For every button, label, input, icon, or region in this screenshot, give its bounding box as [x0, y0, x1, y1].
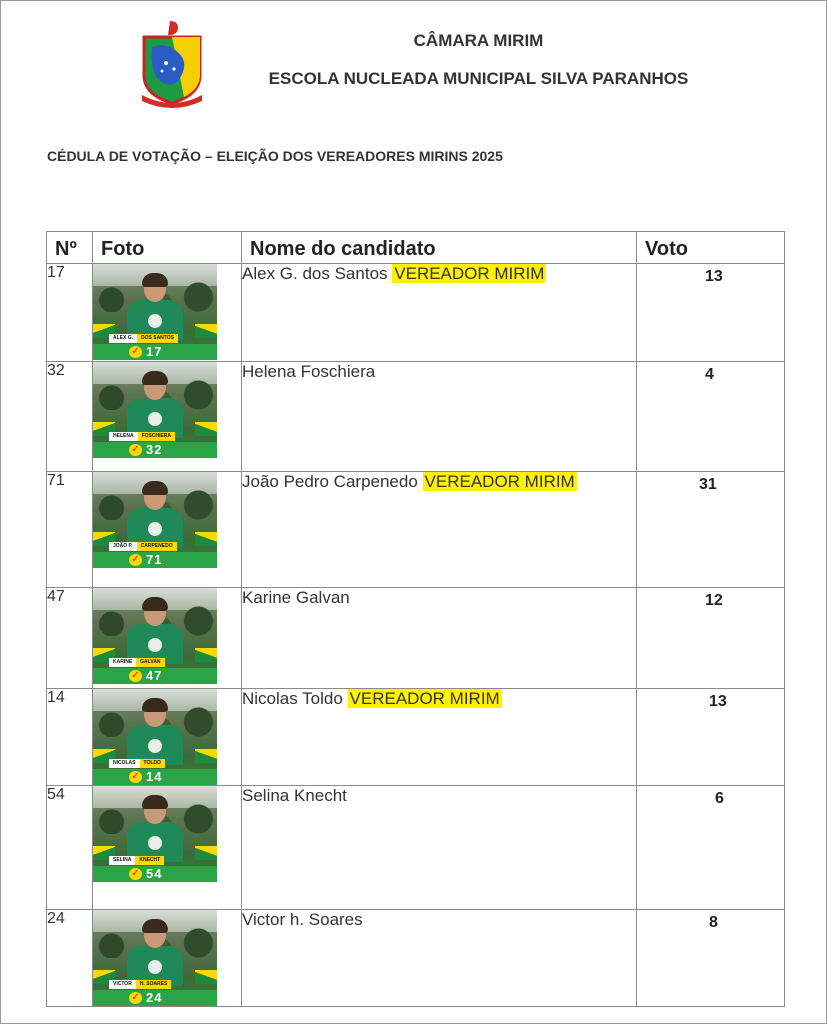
candidate-photo-cell: [93, 472, 242, 588]
candidate-photo-cell: [93, 689, 242, 786]
vote-count: 13: [709, 693, 727, 710]
candidate-name: Victor h. Soares: [242, 910, 363, 929]
candidate-name-cell: [242, 264, 637, 362]
vote-count: 31: [699, 476, 717, 493]
candidate-name: Helena Foschiera: [242, 362, 376, 381]
candidate-photo: [93, 264, 217, 360]
candidate-name-cell: [242, 786, 637, 910]
candidate-photo: [93, 362, 217, 458]
vote-count: 6: [715, 790, 724, 807]
check-icon: ✓: [129, 346, 142, 358]
card-first-name: ALEX G.: [109, 334, 137, 343]
table-row: [47, 910, 785, 1007]
card-last-name: DOS SANTOS: [137, 334, 178, 343]
candidate-vote-cell: [637, 588, 785, 689]
header-line-2: ESCOLA NUCLEADA MUNICIPAL SILVA PARANHOS: [268, 69, 689, 88]
candidate-photo: [93, 472, 217, 568]
table-row: [47, 362, 785, 472]
card-first-name: NICOLAS: [109, 759, 140, 768]
candidate-number: 71: [47, 472, 93, 588]
candidate-name: Selina Knecht: [242, 786, 347, 805]
check-icon: ✓: [129, 771, 142, 783]
candidate-photo: [93, 689, 217, 785]
vote-count: 4: [705, 366, 714, 383]
check-icon: ✓: [129, 670, 142, 682]
card-number: 54: [146, 866, 163, 881]
table-row: [47, 786, 785, 910]
check-icon: ✓: [129, 444, 142, 456]
candidate-number: 32: [47, 362, 93, 472]
card-number: 14: [146, 769, 163, 784]
school-crest-logo: [136, 19, 208, 109]
candidate-photo-cell: [93, 588, 242, 689]
column-header-name: Nome do candidato: [242, 232, 637, 264]
candidate-number: 54: [47, 786, 93, 910]
card-number: 17: [146, 344, 163, 359]
card-first-name: SELINA: [109, 856, 135, 865]
candidate-photo-cell: [93, 362, 242, 472]
card-first-name: HELENA: [109, 432, 138, 441]
table-row: [47, 264, 785, 362]
card-first-name: KARINE: [109, 658, 136, 667]
card-last-name: H. SOARES: [136, 980, 172, 989]
candidate-vote-cell: [637, 689, 785, 786]
header-line-1: CÂMARA MIRIM: [413, 31, 544, 50]
elected-badge: VEREADOR MIRIM: [349, 689, 500, 708]
candidate-vote-cell: [637, 910, 785, 1007]
candidate-photo: [93, 588, 217, 684]
candidate-photo: [93, 786, 217, 882]
candidate-name-cell: [242, 910, 637, 1007]
card-last-name: TOLDO: [140, 759, 165, 768]
elected-badge: VEREADOR MIRIM: [424, 472, 575, 491]
card-first-name: JOÃO P.: [109, 542, 137, 551]
check-icon: ✓: [129, 868, 142, 880]
candidate-vote-cell: [637, 786, 785, 910]
candidates-table: [46, 231, 785, 1007]
table-row: [47, 689, 785, 786]
candidate-vote-cell: [637, 472, 785, 588]
candidate-name-cell: [242, 689, 637, 786]
card-last-name: CARPENEDO: [137, 542, 177, 551]
card-number: 47: [146, 668, 163, 683]
candidate-photo-cell: [93, 910, 242, 1007]
candidate-name-cell: [242, 472, 637, 588]
elected-badge: VEREADOR MIRIM: [394, 264, 545, 283]
card-last-name: KNECHT: [135, 856, 164, 865]
candidate-number: 17: [47, 264, 93, 362]
card-first-name: VICTOR: [109, 980, 136, 989]
candidate-number: 47: [47, 588, 93, 689]
candidate-number: 24: [47, 910, 93, 1007]
column-header-number: Nº: [47, 232, 93, 264]
ballot-subtitle: CÉDULA DE VOTAÇÃO – ELEIÇÃO DOS VEREADORES MIRINS 2025: [47, 148, 503, 164]
check-icon: ✓: [129, 992, 142, 1004]
candidate-photo-cell: [93, 264, 242, 362]
column-header-vote: Voto: [637, 232, 785, 264]
candidate-vote-cell: [637, 264, 785, 362]
card-number: 32: [146, 442, 163, 457]
vote-count: 8: [709, 914, 718, 931]
candidate-name: Alex G. dos Santos: [242, 264, 388, 283]
column-header-photo: Foto: [93, 232, 242, 264]
candidate-name: Nicolas Toldo: [242, 689, 343, 708]
candidate-name: João Pedro Carpenedo: [242, 472, 418, 491]
card-last-name: GALVAN: [136, 658, 164, 667]
table-row: [47, 588, 785, 689]
card-last-name: FOSCHIERA: [138, 432, 175, 441]
candidate-photo-cell: [93, 786, 242, 910]
card-number: 71: [146, 552, 163, 567]
candidate-vote-cell: [637, 362, 785, 472]
candidate-name-cell: [242, 588, 637, 689]
vote-count: 12: [705, 592, 723, 609]
candidate-name-cell: [242, 362, 637, 472]
vote-count: 13: [705, 268, 723, 285]
table-header-row: [47, 232, 785, 264]
candidate-name: Karine Galvan: [242, 588, 350, 607]
card-number: 24: [146, 990, 163, 1005]
candidate-photo: [93, 910, 217, 1006]
candidate-number: 14: [47, 689, 93, 786]
table-row: [47, 472, 785, 588]
check-icon: ✓: [129, 554, 142, 566]
